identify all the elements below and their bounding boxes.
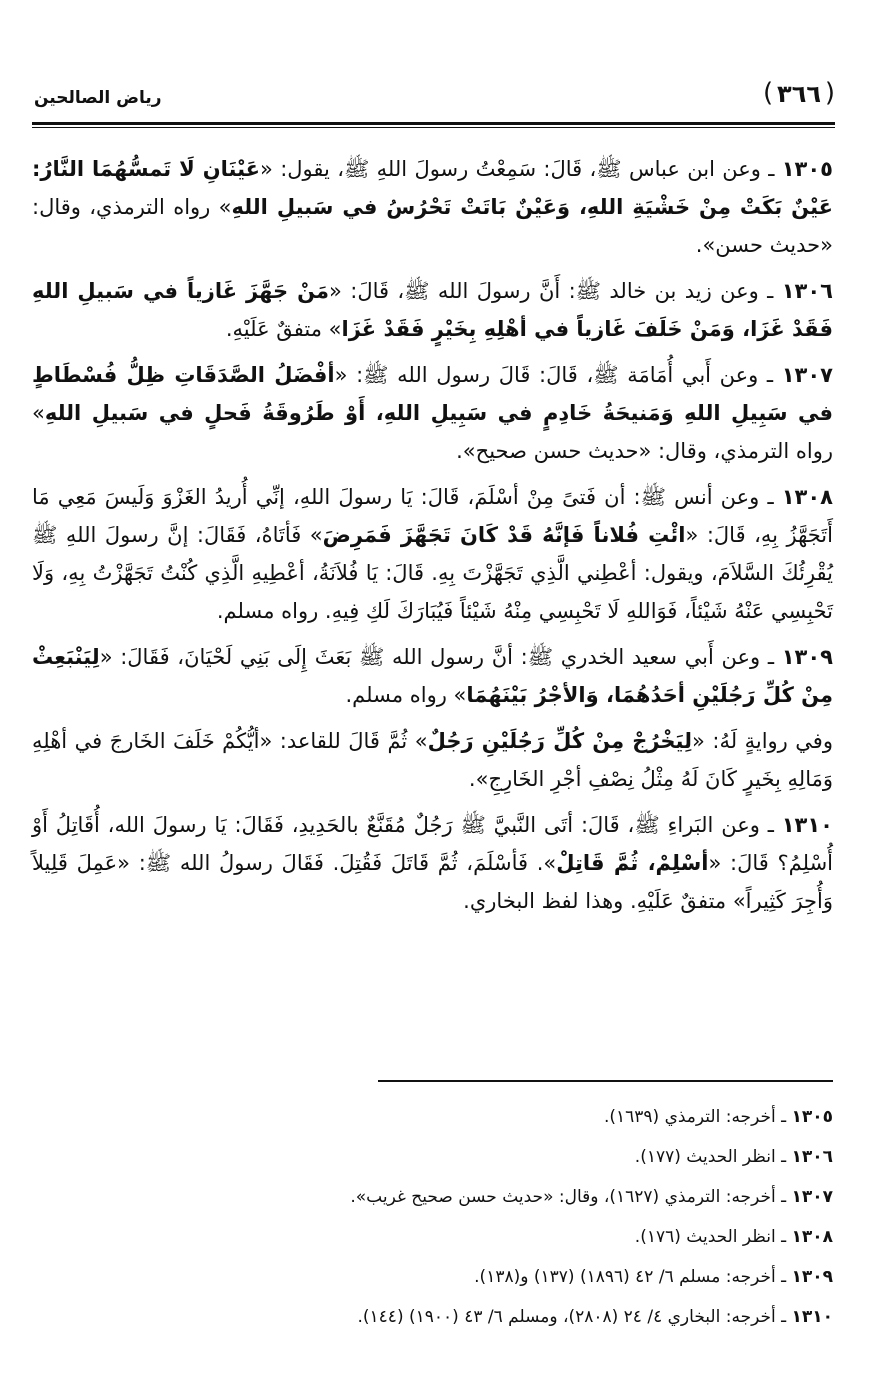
- hadith-number: ١٣٠٩: [781, 645, 833, 669]
- hadith-intro: ـ وعن البَراءِ ﷺ، قَالَ: أتَى النَّبيَّ ﷺ رَجُلٌ مُقَنَّعٌ بالحَدِيدِ، فَقَالَ: يَا رسولَ الله، أُقَاتِلُ أَوْ أُسْلِمُ؟ قَالَ: «: [32, 813, 833, 875]
- hadith-1306: [32, 272, 833, 348]
- footnote-text: ـ انظر الحديث (١٧٦).: [634, 1227, 792, 1247]
- hadith-source: » رواه الترمذي، وقال: «حديث حسن صحيح».: [32, 401, 833, 463]
- footnotes: [32, 1097, 833, 1337]
- hadith-intro: ـ وعن أنس ﷺ: أن فَتىً مِنْ أسْلَمَ، قَالَ: يَا رسولَ اللهِ، إنِّي أُريدُ الغَزْوَ وَلَيسَ مَعِي مَا أَتَجَهَّزُ بِهِ، قَالَ: «: [32, 485, 833, 547]
- footnote-divider: [378, 1080, 833, 1082]
- hadith-1307: [32, 356, 833, 470]
- book-title: رياض الصالحين: [34, 88, 162, 108]
- header-rule: [32, 122, 835, 125]
- footnote: [32, 1097, 833, 1137]
- hadith-matn: لِيَخْرُجْ مِنْ كُلِّ رَجُلَيْنِ رَجُلٌ: [427, 729, 693, 753]
- hadith-intro: وفي روايةٍ لَهُ: «: [692, 729, 833, 753]
- hadith-source: » متفقٌ عَلَيْهِ.: [225, 317, 342, 341]
- hadith-source: ». فَأسْلَمَ، ثُمَّ قَاتَلَ فَقُتِلَ. فَقَالَ رسولُ الله ﷺ: «عَمِلَ قَلِيلاً وَأُجِرَ كَثِيراً» متفقٌ عَلَيْهِ. وهذا لفظ البخاري.: [32, 851, 833, 913]
- hadith-matn: لِيَنْبَعِثْ مِنْ كُلِّ رَجُلَيْنِ أحَدُهُمَا، وَالأجْرُ بَيْنَهُمَا: [32, 645, 833, 707]
- footnote-text: ـ انظر الحديث (١٧٧).: [634, 1147, 792, 1167]
- hadith-source: » رواه الترمذي، وقال: «حديث حسن».: [32, 195, 833, 257]
- hadith-matn: ائْتِ فُلاناً فَإنَّهُ قَدْ كَانَ تَجَهَّزَ فَمَرِضَ: [322, 523, 686, 547]
- hadith-1310: [32, 806, 833, 920]
- hadith-number: ١٣٠٥: [781, 157, 833, 181]
- hadith-matn: مَنْ جَهَّزَ غَازياً في سَبيلِ اللهِ فَقَدْ غَزَا، وَمَنْ خَلَفَ غَازياً في أهْلِهِ بِخَيْرٍ فَقَدْ غَزَا: [32, 279, 833, 341]
- hadith-number: ١٣٠٦: [781, 279, 833, 303]
- footnote: [32, 1217, 833, 1257]
- hadith-intro: ـ وعن أَبي سعيد الخدري ﷺ: أنَّ رسول الله ﷺ بَعَثَ إِلَى بَنِي لَحْيَانَ، فَقَالَ: «: [99, 645, 782, 669]
- hadith-body: [32, 150, 833, 928]
- footnote-number: ١٣٠٥: [791, 1107, 833, 1127]
- hadith-intro: ـ وعن زيد بن خالد ﷺ: أَنَّ رسولَ الله ﷺ، قَالَ: «: [329, 279, 782, 303]
- header-rule-thin: [32, 127, 835, 128]
- footnote-number: ١٣٠٦: [791, 1147, 833, 1167]
- footnote-number: ١٣٠٨: [791, 1227, 833, 1247]
- footnote: [32, 1137, 833, 1177]
- footnote-number: ١٣٠٧: [791, 1187, 833, 1207]
- hadith-number: ١٣٠٨: [781, 485, 833, 509]
- footnote-text: ـ أخرجه: الترمذي (١٦٣٩).: [603, 1107, 792, 1127]
- footnote-text: ـ أخرجه: مسلم ٦/ ٤٢ (١٨٩٦) (١٣٧) و(١٣٨).: [474, 1267, 792, 1287]
- footnote: [32, 1177, 833, 1217]
- hadith-1308: [32, 478, 833, 630]
- hadith-matn: أسْلِمْ، ثُمَّ قَاتِلْ: [556, 851, 709, 875]
- page-number: ( ٣٦٦ ): [763, 80, 835, 108]
- hadith-matn: عَيْنَانِ لَا تَمسُّهُمَا النَّارُ: عَيْنٌ بَكَتْ مِنْ خَشْيَةِ اللهِ، وَعَيْنٌ بَاتَتْ تَحْرُسُ في سَبيلِ اللهِ: [32, 157, 833, 219]
- hadith-number: ١٣١٠: [781, 813, 833, 837]
- footnote: [32, 1297, 833, 1337]
- page-header: [32, 70, 835, 120]
- hadith-number: ١٣٠٧: [781, 363, 833, 387]
- hadith-1309-variant: [32, 722, 833, 798]
- hadith-intro: ـ وعن ابن عباس ﷺ، قَالَ: سَمِعْتُ رسولَ اللهِ ﷺ، يقول: «: [260, 157, 782, 181]
- hadith-1309: [32, 638, 833, 714]
- footnote-text: ـ أخرجه: البخاري ٤/ ٢٤ (٢٨٠٨)، ومسلم ٦/ ٤٣ (١٩٠٠) (١٤٤).: [357, 1307, 792, 1327]
- hadith-intro: ـ وعن أَبي أُمَامَة ﷺ، قَالَ: قَالَ رسول الله ﷺ: «: [334, 363, 782, 387]
- hadith-matn: أفْضَلُ الصَّدَقَاتِ ظِلُّ فُسْطَاطٍ في سَبِيلِ اللهِ وَمَنيحَةُ خَادِمٍ في سَبِيلِ اللهِ، أَوْ طَرُوقَةُ فَحلٍ في سَبيلِ اللهِ: [32, 363, 833, 425]
- hadith-source: » فَأتَاهُ، فَقَالَ: إنَّ رسولَ اللهِ ﷺ يُقْرِئُكَ السَّلاَمَ، ويقول: أعْطِني الَّذِي تَجَهَّزْتَ بِهِ. قَالَ: يَا فُلاَنَةُ، أعْطِيهِ الَّذِي كُنْتُ تَجَهَّزْتُ بِهِ، وَلَا تَحْبِسِي عَنْهُ شَيْئاً، فَوَاللهِ لَا تَحْبِسِي مِنْهُ شَيْئاً فَيُبَارَكَ لَكِ فِيهِ. رواه مسلم.: [32, 523, 833, 623]
- hadith-1305: [32, 150, 833, 264]
- hadith-source: » رواه مسلم.: [345, 683, 467, 707]
- footnote-number: ١٣١٠: [791, 1307, 833, 1327]
- footnote-number: ١٣٠٩: [791, 1267, 833, 1287]
- hadith-source: » ثُمَّ قَالَ للقاعد: «أيُّكُمْ خَلَفَ الخَارجَ في أهْلِهِ وَمَالِهِ بِخَيرٍ كَانَ لَهُ مِثْلُ نِصْفِ أجْرِ الخَارِجِ».: [32, 729, 833, 791]
- footnote: [32, 1257, 833, 1297]
- footnote-text: ـ أخرجه: الترمذي (١٦٢٧)، وقال: «حديث حسن صحيح غريب».: [350, 1187, 792, 1207]
